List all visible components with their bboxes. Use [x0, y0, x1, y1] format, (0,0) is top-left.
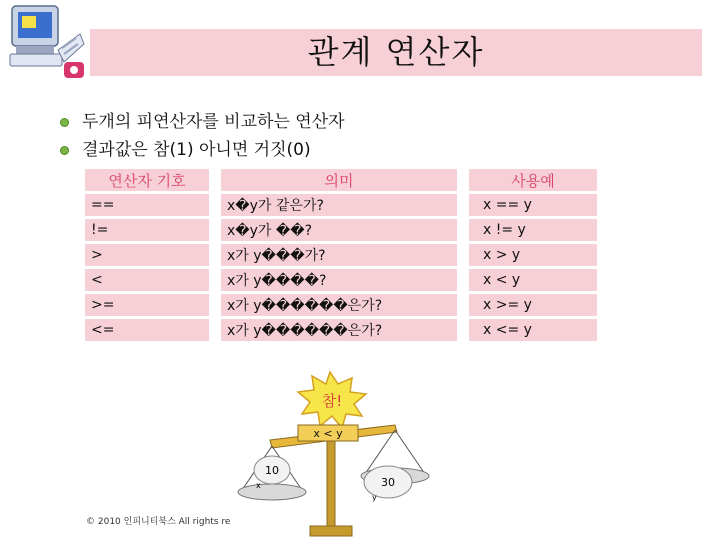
table-cell: x가 y������은가?: [221, 319, 457, 341]
table-cell: >=: [85, 294, 209, 316]
table-cell: x가 y������은가?: [221, 294, 457, 316]
table-cell: x >= y: [469, 294, 597, 316]
column-header: 의미: [221, 169, 457, 191]
table-row: [85, 244, 597, 266]
column-header: 연산자 기호: [85, 169, 209, 191]
operator-table: [85, 166, 597, 344]
column-header: 사용예: [469, 169, 597, 191]
table-cell: >: [85, 244, 209, 266]
copyright-footer: © 2010 인피니티북스 All rights re: [86, 517, 231, 527]
table-cell: x <= y: [469, 319, 597, 341]
burst-text: 참!: [321, 392, 343, 410]
computer-clipart-icon: [6, 4, 86, 80]
right-var: y: [372, 493, 377, 502]
table-cell: x�y가 ��?: [221, 219, 457, 241]
table-cell: <: [85, 269, 209, 291]
right-weight: 30: [381, 476, 395, 489]
table-cell: ==: [85, 194, 209, 216]
table-cell: x가 y����?: [221, 269, 457, 291]
table-header-row: [85, 169, 597, 191]
table-row: [85, 319, 597, 341]
table-row: [85, 219, 597, 241]
balance-scale-illustration: [230, 370, 450, 540]
table-cell: x == y: [469, 194, 597, 216]
table-cell: x�y가 같은가?: [221, 194, 457, 216]
beam-label: x < y: [313, 427, 343, 440]
table-row: [85, 269, 597, 291]
table-cell: <=: [85, 319, 209, 341]
left-weight: 10: [265, 464, 279, 477]
table-cell: !=: [85, 219, 209, 241]
table-cell: x != y: [469, 219, 597, 241]
table-row: [85, 294, 597, 316]
table-cell: x > y: [469, 244, 597, 266]
bullet-item: 두개의 피연산자를 비교하는 연산자: [60, 108, 345, 136]
bullet-item: 결과값은 참(1) 아니면 거짓(0): [60, 136, 345, 164]
slide-title: 관계 연산자: [307, 33, 485, 71]
bullet-list: [60, 108, 345, 164]
table-cell: x < y: [469, 269, 597, 291]
table-row: [85, 194, 597, 216]
table-cell: x가 y���가?: [221, 244, 457, 266]
left-var: x: [256, 481, 261, 490]
